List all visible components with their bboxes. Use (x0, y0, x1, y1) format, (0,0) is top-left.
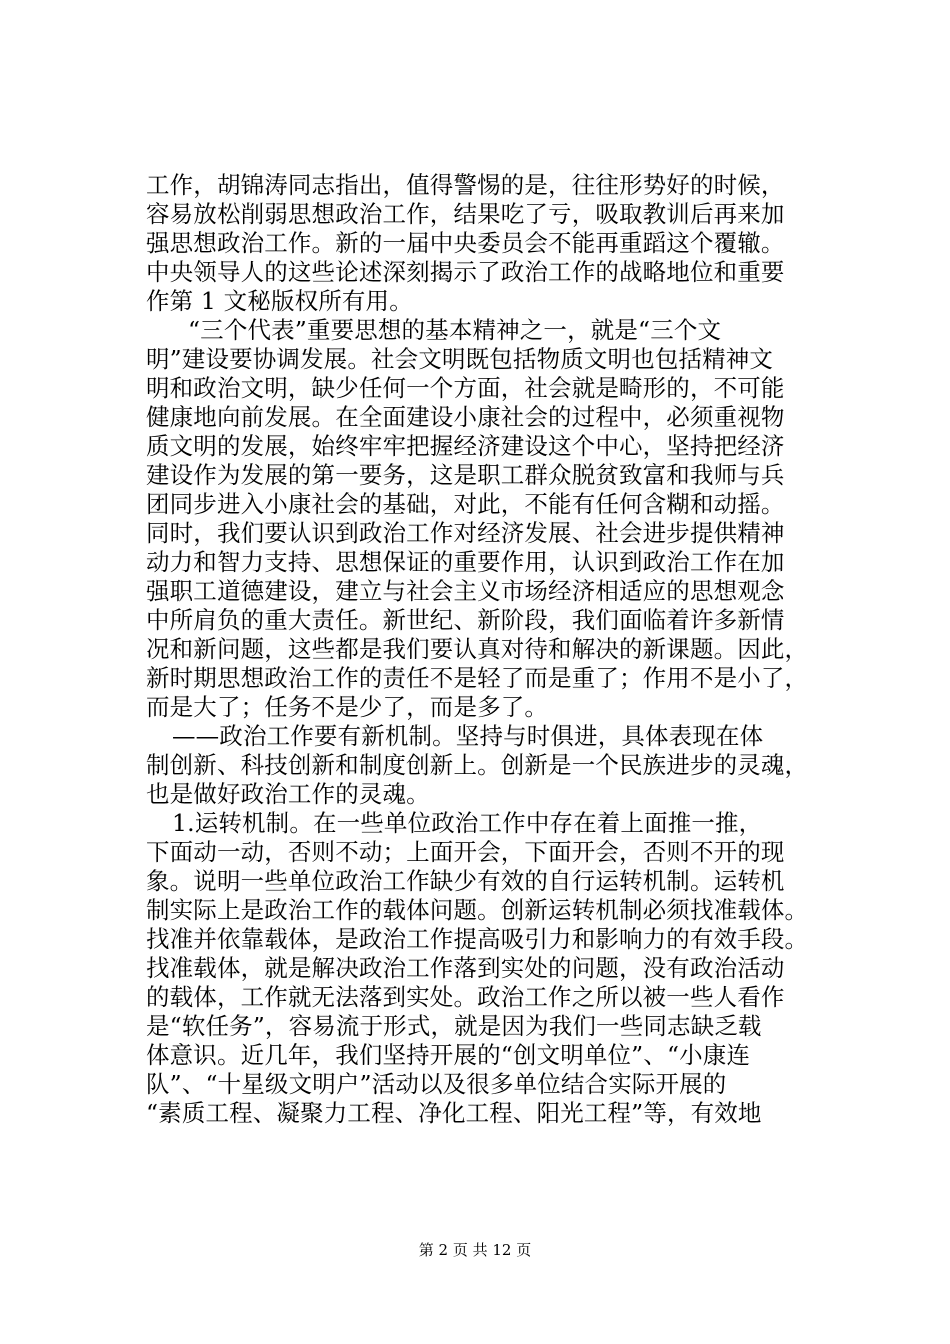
text-line: 作第 1 文秘版权所有用。 (146, 287, 413, 315)
text-line: 而是大了；任务不是少了，而是多了。 (146, 693, 549, 721)
text-line: 动力和智力支持、思想保证的重要作用，认识到政治工作在加 (146, 548, 785, 576)
text-line: 团同步进入小康社会的基础，对此，不能有任何含糊和动摇。 (146, 490, 785, 518)
text-line: 中央领导人的这些论述深刻揭示了政治工作的战略地位和重要 (146, 258, 785, 286)
text-line: 建设作为发展的第一要务，这是职工群众脱贫致富和我师与兵 (146, 461, 785, 489)
text-line: 同时，我们要认识到政治工作对经济发展、社会进步提供精神 (146, 519, 785, 547)
text-line: 的载体，工作就无法落到实处。政治工作之所以被一些人看作 (146, 983, 785, 1011)
text-line: 工作，胡锦涛同志指出，值得警惕的是，往往形势好的时候， (146, 171, 785, 199)
text-line: 找准并依靠载体，是政治工作提高吸引力和影响力的有效手段。 (146, 925, 809, 953)
text-line: 容易放松削弱思想政治工作，结果吃了亏，吸取教训后再来加 (146, 200, 785, 228)
text-line: 况和新问题，这些都是我们要认真对待和解决的新课题。因此， (146, 635, 809, 663)
text-line: 质文明的发展，始终牢牢把握经济建设这个中心，坚持把经济 (146, 432, 785, 460)
text-line: ——政治工作要有新机制。坚持与时俱进，具体表现在体 (172, 722, 764, 750)
text-line: 制实际上是政治工作的载体问题。创新运转机制必须找准载体。 (146, 896, 809, 924)
page-number-label: 第 2 页 共 12 页 (418, 1241, 532, 1259)
text-line: 明”建设要协调发展。社会文明既包括物质文明也包括精神文 (146, 345, 774, 373)
text-line: 强思想政治工作。新的一届中央委员会不能再重蹈这个覆辙。 (146, 229, 785, 257)
text-line: 制创新、科技创新和制度创新上。创新是一个民族进步的灵魂， (146, 751, 809, 779)
paragraph (146, 722, 836, 809)
text-line: 队”、“十星级文明户”活动以及很多单位结合实际开展的 (146, 1070, 727, 1098)
paragraph (146, 316, 836, 722)
text-line: 找准载体，就是解决政治工作落到实处的问题，没有政治活动 (146, 954, 785, 982)
text-line: 明和政治文明，缺少任何一个方面，社会就是畸形的，不可能 (146, 374, 785, 402)
paragraph (146, 809, 836, 1128)
text-line: “三个代表”重要思想的基本精神之一，就是“三个文 (188, 316, 722, 344)
page-footer (0, 1240, 950, 1260)
body-text (146, 171, 836, 1128)
text-line: 下面动一动，否则不动；上面开会，下面开会，否则不开的现 (146, 838, 785, 866)
text-line: 也是做好政治工作的灵魂。 (146, 780, 430, 808)
text-line: 象。说明一些单位政治工作缺少有效的自行运转机制。运转机 (146, 867, 785, 895)
text-line: 中所肩负的重大责任。新世纪、新阶段，我们面临着许多新情 (146, 606, 785, 634)
text-line: 健康地向前发展。在全面建设小康社会的过程中，必须重视物 (146, 403, 785, 431)
paragraph (146, 171, 836, 316)
text-line: 强职工道德建设，建立与社会主义市场经济相适应的思想观念 (146, 577, 785, 605)
text-line: 新时期思想政治工作的责任不是轻了而是重了；作用不是小了， (146, 664, 809, 692)
text-line: 体意识。近几年，我们坚持开展的“创文明单位”、“小康连 (146, 1041, 751, 1069)
text-line: 是“软任务”，容易流于形式，就是因为我们一些同志缺乏载 (146, 1012, 762, 1040)
text-line: 1.运转机制。在一些单位政治工作中存在着上面推一推， (172, 809, 763, 837)
text-line: “素质工程、凝聚力工程、净化工程、阳光工程”等，有效地 (146, 1099, 762, 1127)
